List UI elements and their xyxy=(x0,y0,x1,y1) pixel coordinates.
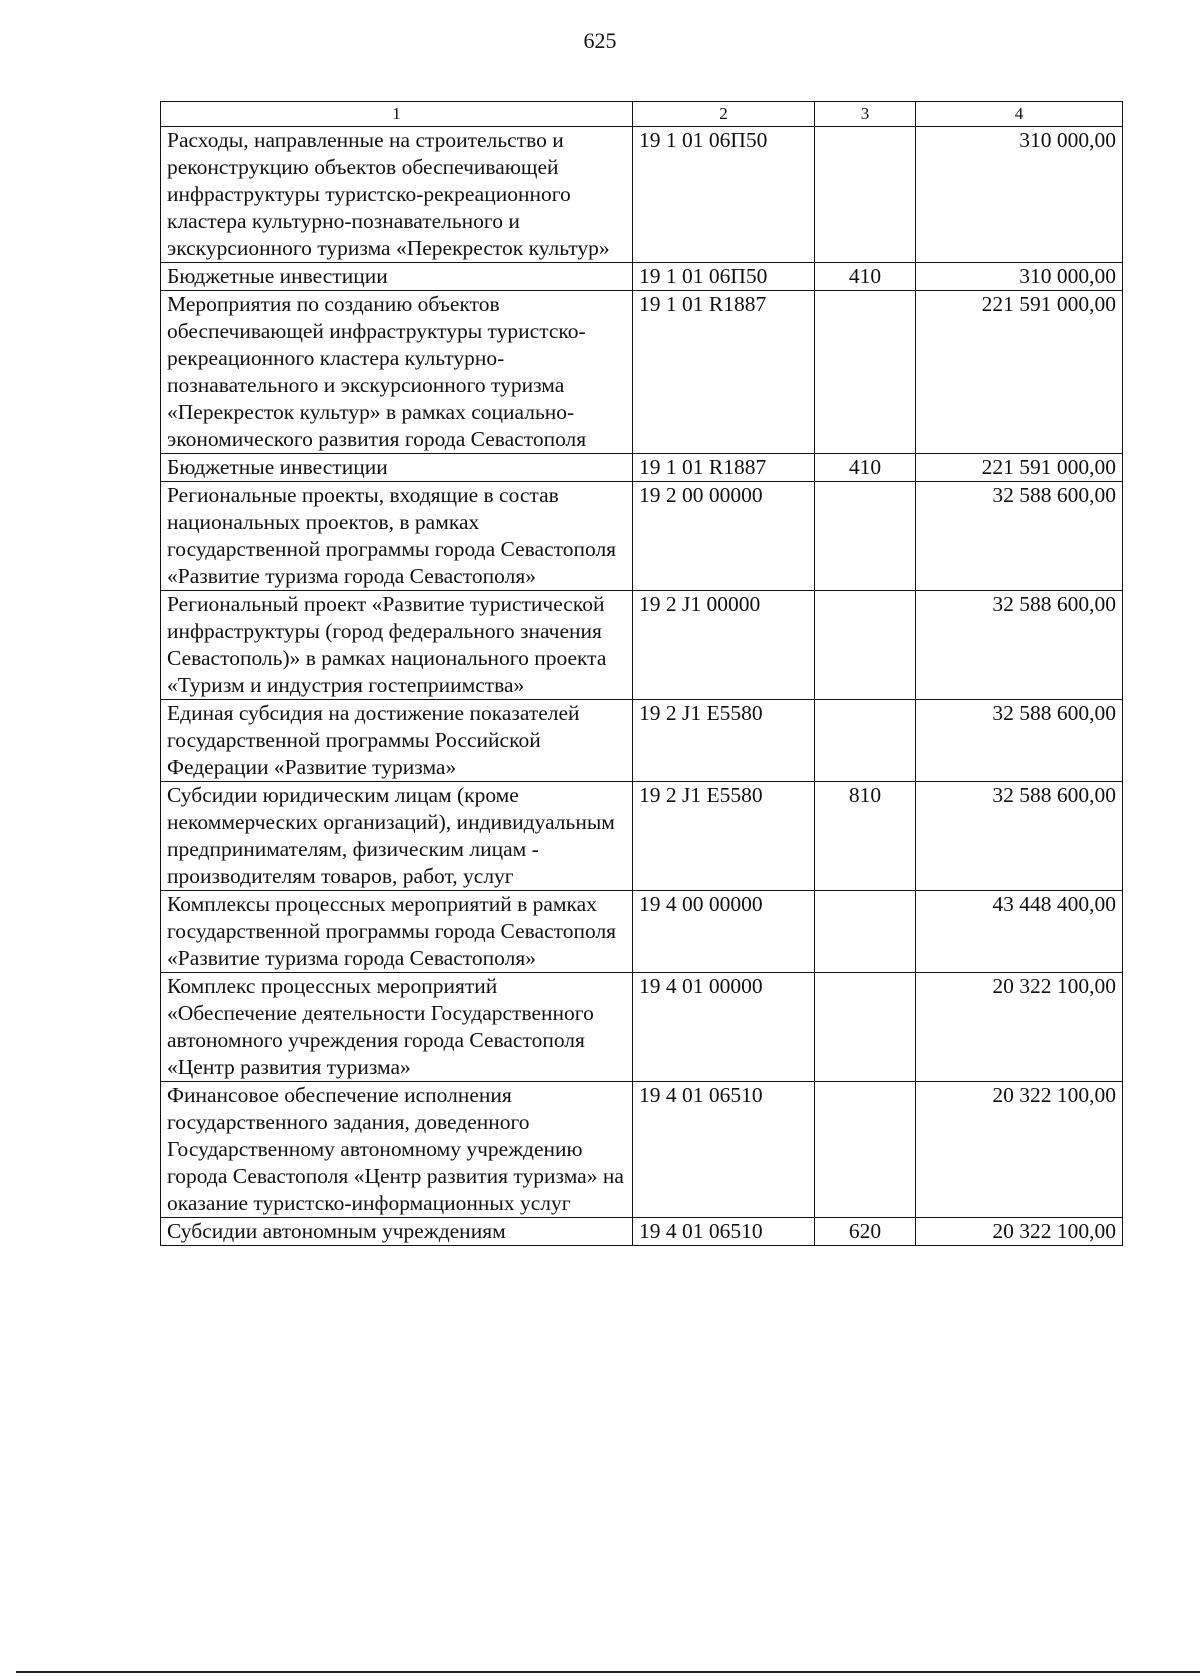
table-row xyxy=(161,782,1123,891)
column-header-4: 4 xyxy=(916,102,1123,127)
row-name: Финансовое обеспечение исполнения государственного задания, доведенного Государственному автономному учреждению города Севастополя «Центр развития туризма» на оказание туристско-информационных услуг xyxy=(161,1082,633,1218)
row-code: 19 4 01 00000 xyxy=(633,973,815,1082)
row-name: Бюджетные инвестиции xyxy=(161,263,633,291)
row-amount: 43 448 400,00 xyxy=(916,891,1123,973)
row-code: 19 2 J1 00000 xyxy=(633,591,815,700)
table-row xyxy=(161,591,1123,700)
row-name: Региональные проекты, входящие в состав национальных проектов, в рамках государственной программы города Севастополя «Развитие туризма города Севастополя» xyxy=(161,482,633,591)
row-name: Мероприятия по созданию объектов обеспечивающей инфраструктуры туристско-рекреационного кластера культурно-познавательного и экскурсионного туризма «Перекресток культур» в рамках социально-экономического развития города Севастополя xyxy=(161,291,633,454)
budget-table xyxy=(160,101,1123,1246)
row-code: 19 4 01 06510 xyxy=(633,1082,815,1218)
row-code: 19 1 01 R1887 xyxy=(633,454,815,482)
page-number: 625 xyxy=(583,28,617,53)
row-code: 19 2 00 00000 xyxy=(633,482,815,591)
row-type xyxy=(815,891,916,973)
row-code: 19 2 J1 E5580 xyxy=(633,700,815,782)
row-amount: 310 000,00 xyxy=(916,263,1123,291)
row-code: 19 1 01 06П50 xyxy=(633,263,815,291)
column-header-2: 2 xyxy=(633,102,815,127)
table-row xyxy=(161,973,1123,1082)
row-code: 19 4 00 00000 xyxy=(633,891,815,973)
table-row xyxy=(161,1082,1123,1218)
table-row xyxy=(161,263,1123,291)
row-name: Субсидии автономным учреждениям xyxy=(161,1218,633,1246)
table-row xyxy=(161,891,1123,973)
row-type xyxy=(815,1082,916,1218)
page-bottom-rule xyxy=(16,1671,1200,1673)
row-amount: 20 322 100,00 xyxy=(916,1082,1123,1218)
row-amount: 32 588 600,00 xyxy=(916,482,1123,591)
table-row xyxy=(161,454,1123,482)
row-type xyxy=(815,700,916,782)
row-type xyxy=(815,591,916,700)
row-type: 810 xyxy=(815,782,916,891)
row-type: 410 xyxy=(815,263,916,291)
row-amount: 221 591 000,00 xyxy=(916,291,1123,454)
row-amount: 32 588 600,00 xyxy=(916,591,1123,700)
row-type xyxy=(815,291,916,454)
row-amount: 20 322 100,00 xyxy=(916,973,1123,1082)
row-code: 19 2 J1 E5580 xyxy=(633,782,815,891)
row-name: Комплекс процессных мероприятий «Обеспечение деятельности Государственного автономного учреждения города Севастополя «Центр развития туризма» xyxy=(161,973,633,1082)
table-row xyxy=(161,1218,1123,1246)
table-row xyxy=(161,291,1123,454)
row-type xyxy=(815,127,916,263)
row-name: Бюджетные инвестиции xyxy=(161,454,633,482)
table-row xyxy=(161,482,1123,591)
row-amount: 32 588 600,00 xyxy=(916,700,1123,782)
row-code: 19 4 01 06510 xyxy=(633,1218,815,1246)
row-name: Единая субсидия на достижение показателей государственной программы Российской Федерации «Развитие туризма» xyxy=(161,700,633,782)
table-row xyxy=(161,700,1123,782)
row-name: Субсидии юридическим лицам (кроме некоммерческих организаций), индивидуальным предпринимателям, физическим лицам - производителям товаров, работ, услуг xyxy=(161,782,633,891)
row-name: Региональный проект «Развитие туристической инфраструктуры (город федерального значения Севастополь)» в рамках национального проекта «Туризм и индустрия гостеприимства» xyxy=(161,591,633,700)
row-code: 19 1 01 06П50 xyxy=(633,127,815,263)
row-type xyxy=(815,482,916,591)
row-type: 410 xyxy=(815,454,916,482)
row-amount: 221 591 000,00 xyxy=(916,454,1123,482)
row-amount: 310 000,00 xyxy=(916,127,1123,263)
row-name: Расходы, направленные на строительство и реконструкцию объектов обеспечивающей инфраструктуры туристско-рекреационного кластера культурно-познавательного и экскурсионного туризма «Перекресток культур» xyxy=(161,127,633,263)
row-code: 19 1 01 R1887 xyxy=(633,291,815,454)
row-name: Комплексы процессных мероприятий в рамках государственной программы города Севастополя «Развитие туризма города Севастополя» xyxy=(161,891,633,973)
table-row xyxy=(161,127,1123,263)
row-amount: 32 588 600,00 xyxy=(916,782,1123,891)
row-type: 620 xyxy=(815,1218,916,1246)
column-header-3: 3 xyxy=(815,102,916,127)
column-header-1: 1 xyxy=(161,102,633,127)
table-header-row xyxy=(161,102,1123,127)
row-amount: 20 322 100,00 xyxy=(916,1218,1123,1246)
row-type xyxy=(815,973,916,1082)
